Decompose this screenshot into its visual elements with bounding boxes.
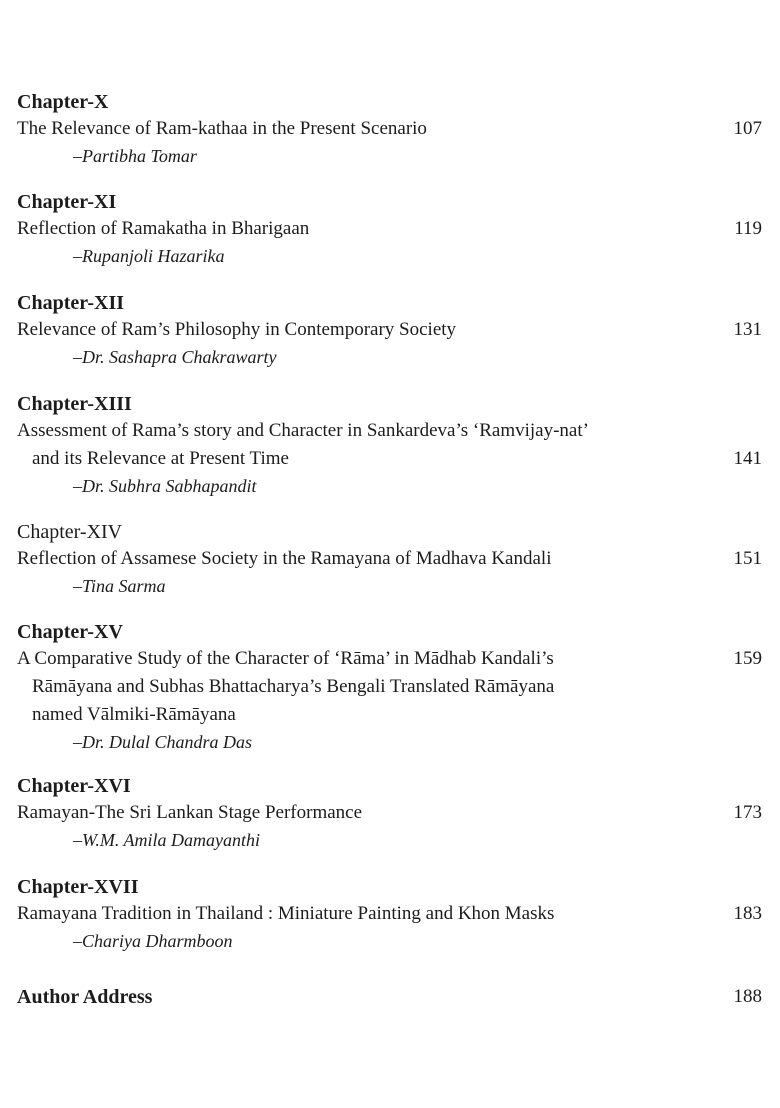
chapter-title-line-1: A Comparative Study of the Character of ‘Rāma’ in Mādhab Kandali’s xyxy=(17,648,554,669)
toc-entry-chapter-xii[interactable] xyxy=(17,290,762,370)
page-number: 119 xyxy=(734,218,762,239)
chapter-author: –Rupanjoli Hazarika xyxy=(73,246,225,266)
chapter-author: –Chariya Dharmboon xyxy=(73,931,233,951)
chapter-title-line-3: named Vālmiki-Rāmāyana xyxy=(32,704,236,725)
chapter-title: Ramayana Tradition in Thailand : Miniature Painting and Khon Masks xyxy=(17,903,555,924)
chapter-title-line-2: and its Relevance at Present Time xyxy=(32,448,289,469)
chapter-heading: Chapter-XVII xyxy=(17,876,139,898)
toc-entry-chapter-xvii[interactable] xyxy=(17,874,762,954)
toc-entry-chapter-xiii[interactable] xyxy=(17,391,762,499)
chapter-author: –Dr. Subhra Sabhapandit xyxy=(73,476,257,496)
toc-entry-author-address[interactable] xyxy=(17,983,762,1011)
toc-entry-chapter-xi[interactable] xyxy=(17,189,762,269)
chapter-heading: Chapter-XII xyxy=(17,292,125,314)
page-number: 188 xyxy=(733,986,762,1007)
toc-entry-chapter-xv[interactable] xyxy=(17,619,762,755)
chapter-title-line-2: Rāmāyana and Subhas Bhattacharya’s Bengali Translated Rāmāyana xyxy=(32,676,555,697)
chapter-heading: Chapter-XVI xyxy=(17,775,131,797)
chapter-heading: Chapter-XI xyxy=(17,191,117,213)
page-number: 141 xyxy=(733,448,762,469)
page-number: 159 xyxy=(733,648,762,669)
chapter-title: Relevance of Ram’s Philosophy in Contemporary Society xyxy=(17,319,457,340)
chapter-heading: Chapter-X xyxy=(17,91,109,113)
chapter-heading: Chapter-XIII xyxy=(17,393,132,415)
page-number: 107 xyxy=(733,118,762,139)
author-address-label: Author Address xyxy=(17,986,153,1008)
chapter-title: Reflection of Assamese Society in the Ramayana of Madhava Kandali xyxy=(17,548,552,569)
chapter-author: –W.M. Amila Damayanthi xyxy=(73,830,260,850)
chapter-heading: Chapter-XIV xyxy=(17,521,123,543)
page-number: 131 xyxy=(733,319,762,340)
chapter-title: The Relevance of Ram-kathaa in the Present Scenario xyxy=(17,118,427,139)
page-number: 173 xyxy=(733,802,762,823)
chapter-heading: Chapter-XV xyxy=(17,621,123,643)
chapter-author: –Partibha Tomar xyxy=(73,146,197,166)
page-number: 183 xyxy=(733,903,762,924)
chapter-author: –Dr. Sashapra Chakrawarty xyxy=(73,347,277,367)
chapter-title: Reflection of Ramakatha in Bharigaan xyxy=(17,218,310,239)
chapter-title-line-1: Assessment of Rama’s story and Character in Sankardeva’s ‘Ramvijay-nat’ xyxy=(17,420,589,441)
chapter-author: –Dr. Dulal Chandra Das xyxy=(73,732,253,752)
toc-entry-chapter-xvi[interactable] xyxy=(17,773,762,853)
chapter-author: –Tina Sarma xyxy=(73,576,166,596)
toc-entry-chapter-x[interactable] xyxy=(17,89,762,169)
toc-entry-chapter-xiv[interactable] xyxy=(17,519,762,599)
chapter-title: Ramayan-The Sri Lankan Stage Performance xyxy=(17,802,363,823)
page-number: 151 xyxy=(733,548,762,569)
